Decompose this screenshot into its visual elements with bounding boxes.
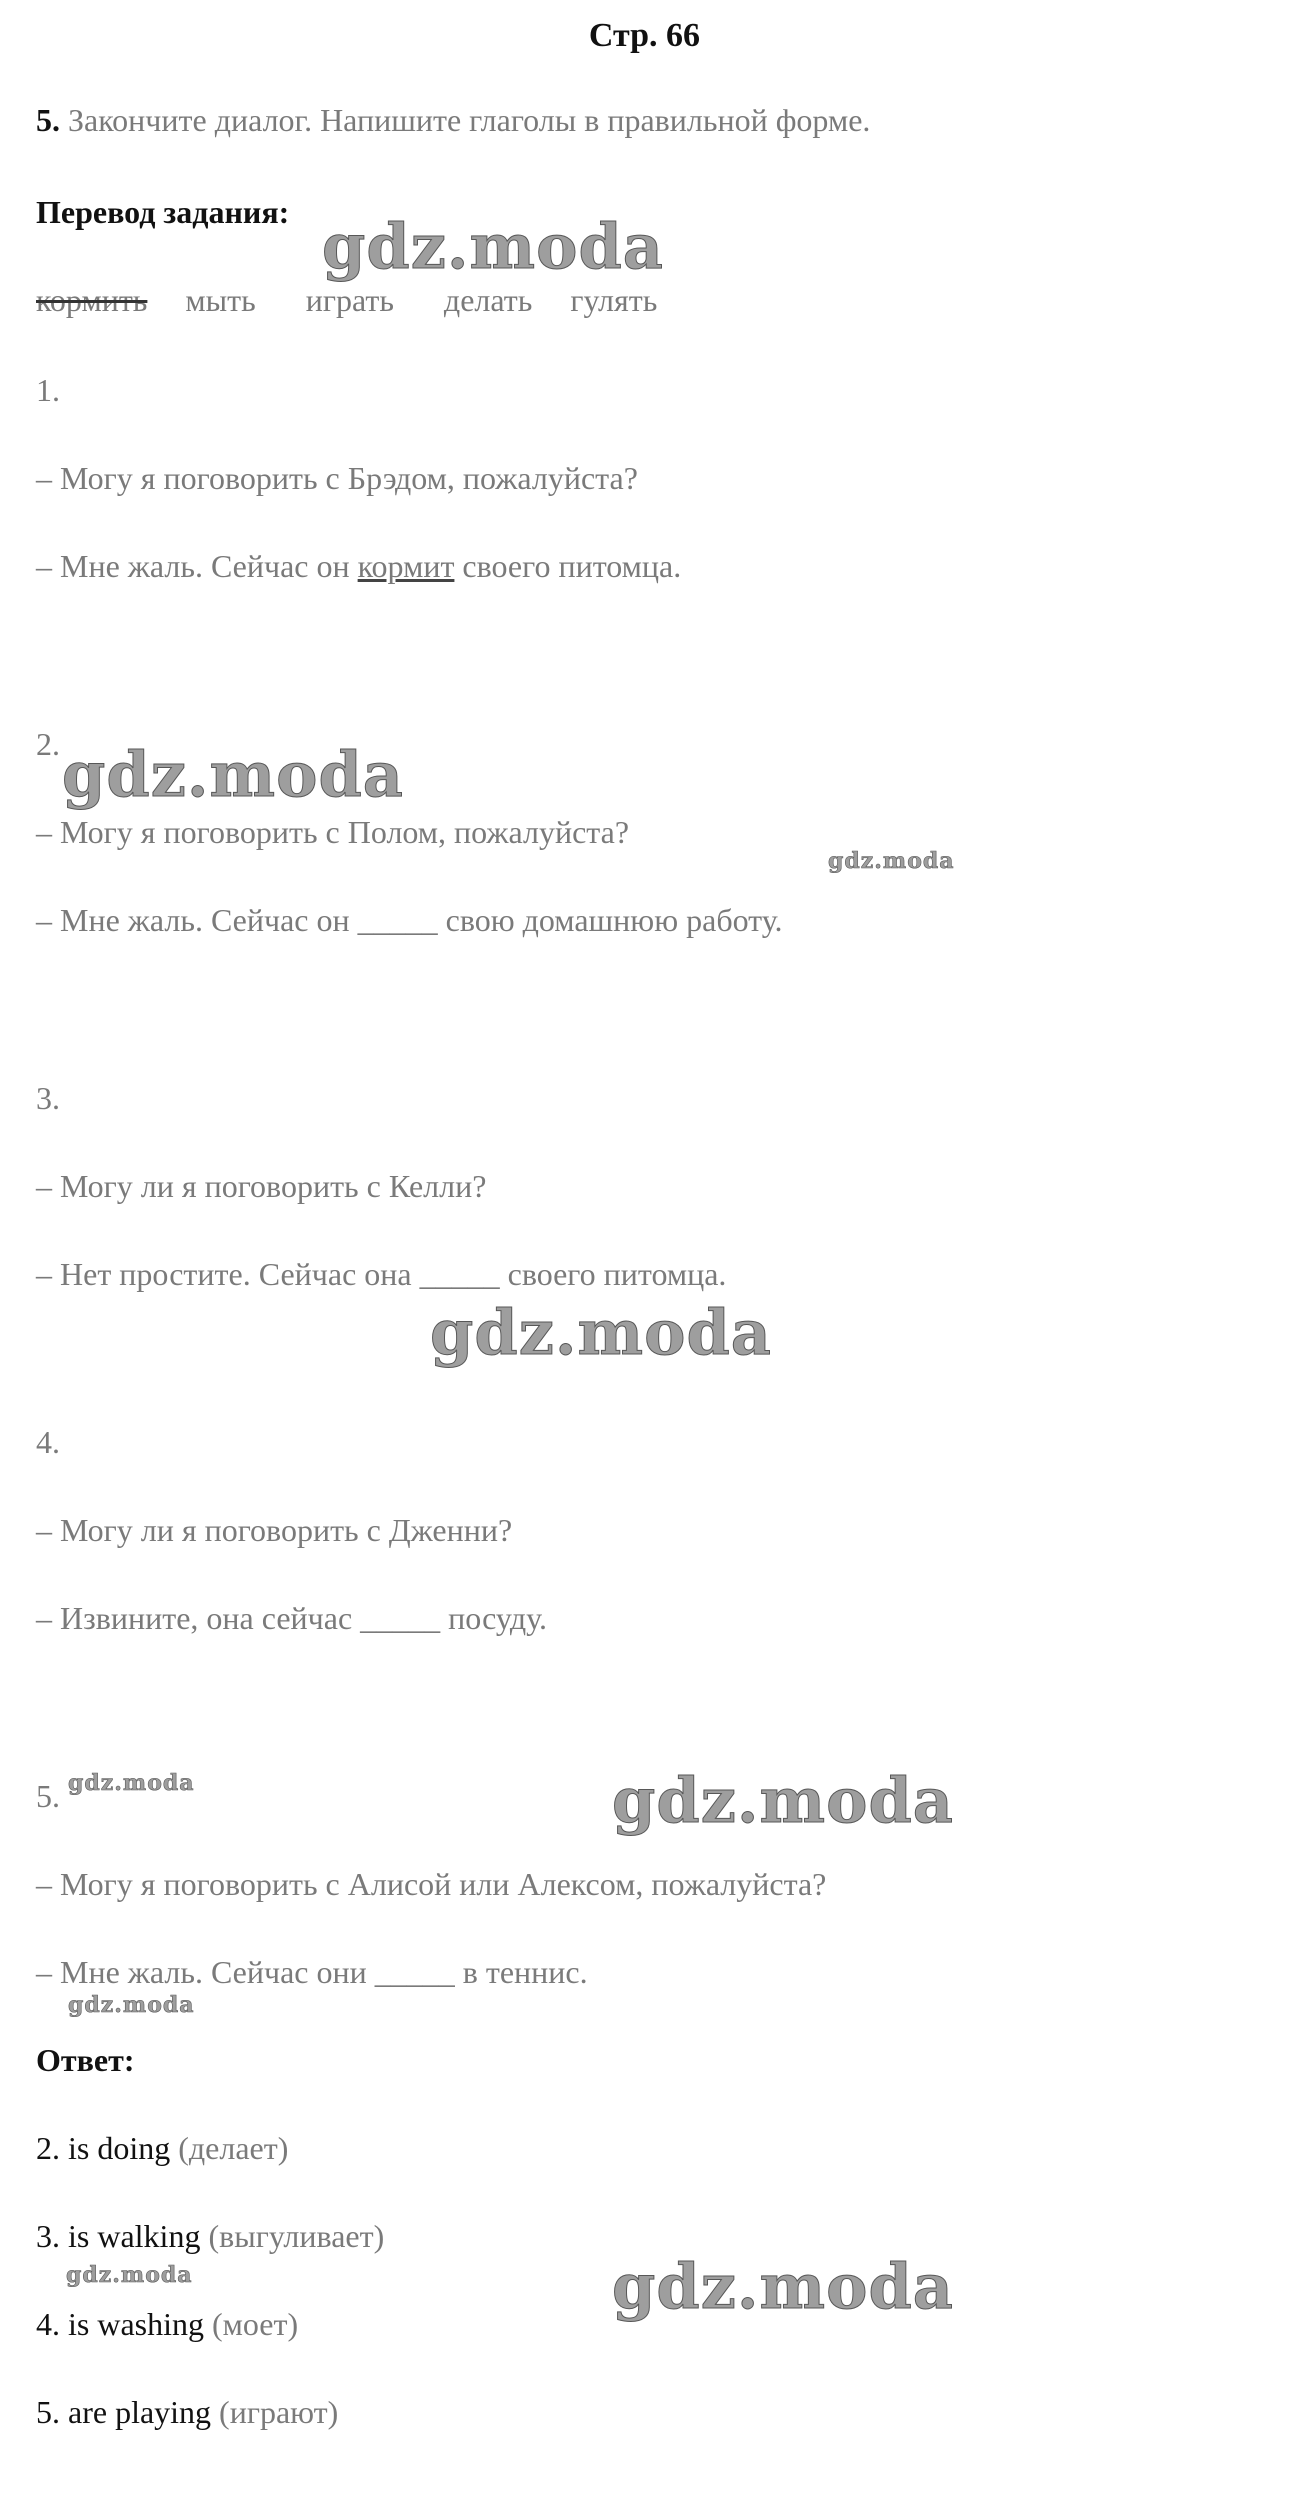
answer-fill: _____ [360, 1600, 441, 1636]
dialogue-answer [36, 1598, 547, 1638]
dialogue-number: 5. [36, 1778, 60, 1814]
dialogue-answer [36, 1254, 726, 1294]
answer-heading: Ответ: [36, 2042, 135, 2078]
answer-text: – Извините, она сейчас [36, 1600, 361, 1636]
dialogue-number: 4. [36, 1424, 60, 1460]
answer-fill: кормит [357, 548, 455, 584]
watermark-logo: gdz.moda [612, 2250, 954, 2323]
answer-fill: _____ [374, 1954, 455, 1990]
task-number: 5. [36, 102, 60, 138]
word-item: мыть [185, 282, 256, 318]
dialogue-answer [36, 900, 783, 940]
dialogue-question: – Могу ли я поговорить с Келли? [36, 1168, 487, 1204]
word-item: делать [443, 282, 533, 318]
answer-text: – Нет простите. Сейчас она [36, 1256, 420, 1292]
answer-ru: (делает) [170, 2130, 289, 2166]
dialogue-answer [36, 1952, 588, 1992]
watermark-logo: gdz.moda [430, 1296, 772, 1369]
answer-text: – Мне жаль. Сейчас они [36, 1954, 375, 1990]
dialogue-number: 1. [36, 372, 60, 408]
word-item: гулять [570, 282, 658, 318]
answer-item [36, 2304, 298, 2344]
word-item: играть [305, 282, 394, 318]
answer-text: – Мне жаль. Сейчас он [36, 902, 358, 938]
watermark-logo: gdz.moda [68, 1992, 195, 2018]
answer-text: – Мне жаль. Сейчас он [36, 548, 358, 584]
answer-text: в теннис. [454, 1954, 588, 1990]
watermark-logo: gdz.moda [322, 210, 664, 283]
dialogue-number: 2. [36, 726, 60, 762]
answer-item [36, 2216, 384, 2256]
watermark-logo: gdz.moda [62, 738, 404, 811]
word-bank [36, 280, 657, 320]
answer-en: 4. is washing [36, 2306, 204, 2342]
answer-ru: (играют) [211, 2394, 339, 2430]
answer-ru: (выгуливает) [200, 2218, 385, 2254]
answer-fill: _____ [357, 902, 438, 938]
answer-en: 2. is doing [36, 2130, 171, 2166]
answer-text: своего питомца. [499, 1256, 727, 1292]
dialogue-question: – Могу ли я поговорить с Дженни? [36, 1512, 513, 1548]
dialogue-question: – Могу я поговорить с Полом, пожалуйста? [36, 814, 630, 850]
watermark-logo: gdz.moda [612, 1764, 954, 1837]
watermark-logo: gdz.moda [68, 1770, 195, 1796]
watermark-logo: gdz.moda [828, 848, 955, 874]
translation-heading: Перевод задания: [36, 194, 290, 230]
task-text: Закончите диалог. Напишите глаголы в правильной форме. [68, 102, 871, 138]
page-title: Стр. 66 [588, 17, 701, 54]
watermark-logo: gdz.moda [66, 2262, 193, 2288]
answer-text: свою домашнюю работу. [437, 902, 783, 938]
answer-text: своего питомца. [454, 548, 682, 584]
answer-item [36, 2392, 338, 2432]
answer-fill: _____ [419, 1256, 500, 1292]
dialogue-question: – Могу я поговорить с Брэдом, пожалуйста? [36, 460, 638, 496]
dialogue-answer [36, 546, 681, 586]
word-crossed: кормить [36, 282, 148, 318]
dialogue-number: 3. [36, 1080, 60, 1116]
answer-en: 3. is walking [36, 2218, 201, 2254]
answer-ru: (моет) [204, 2306, 299, 2342]
answer-en: 5. are playing [36, 2394, 212, 2430]
answer-text: посуду. [440, 1600, 547, 1636]
task-line [36, 100, 870, 140]
dialogue-question: – Могу я поговорить с Алисой или Алексом, пожалуйста? [36, 1866, 827, 1902]
answer-item [36, 2128, 288, 2168]
